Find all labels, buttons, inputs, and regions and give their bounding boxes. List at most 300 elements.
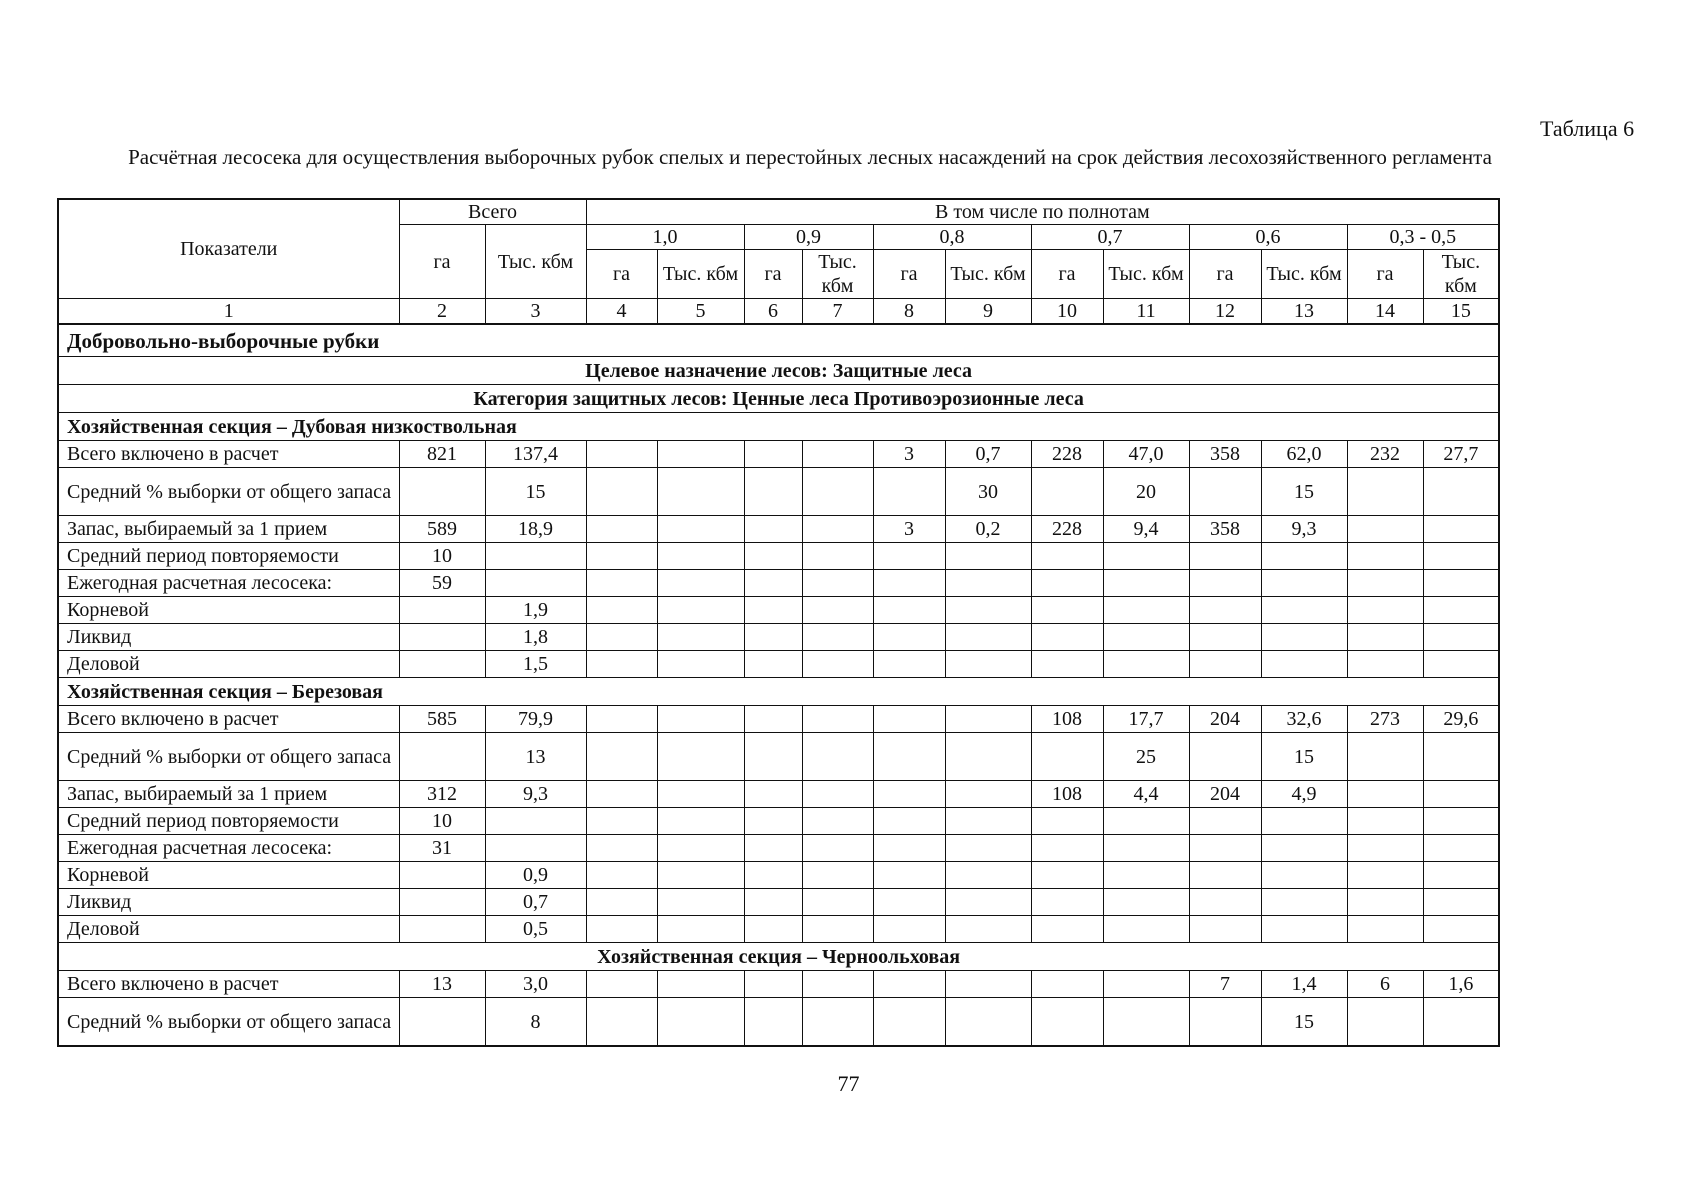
table-cell [586, 733, 657, 781]
table-cell [1103, 916, 1189, 943]
table-cell [586, 916, 657, 943]
table-cell [1031, 468, 1103, 516]
row-label: Всего включено в расчет [58, 441, 399, 468]
section-row [58, 943, 1499, 971]
table-cell [1423, 597, 1499, 624]
table-cell [657, 781, 744, 808]
table-cell [1189, 543, 1261, 570]
table-cell [744, 651, 802, 678]
table-cell [1261, 651, 1347, 678]
table-cell [1261, 543, 1347, 570]
column-number: 13 [1261, 299, 1347, 325]
table-row [58, 889, 1499, 916]
row-label: Запас, выбираемый за 1 прием [58, 516, 399, 543]
table-cell [1347, 889, 1423, 916]
table-cell: 358 [1189, 441, 1261, 468]
table-cell [657, 516, 744, 543]
table-cell [1347, 543, 1423, 570]
table-cell [657, 706, 744, 733]
table-cell: 108 [1031, 781, 1103, 808]
header-unit-volume: Тыс. кбм [802, 250, 873, 299]
table-cell [1423, 916, 1499, 943]
table-cell [657, 441, 744, 468]
row-label: Деловой [58, 916, 399, 943]
column-number: 2 [399, 299, 485, 325]
table-cell: 59 [399, 570, 485, 597]
table-cell [1423, 781, 1499, 808]
table-row [58, 706, 1499, 733]
table-cell [873, 781, 945, 808]
table-cell [399, 468, 485, 516]
section-row [58, 385, 1499, 413]
table-cell [1347, 998, 1423, 1047]
table-cell: 32,6 [1261, 706, 1347, 733]
table-cell [1347, 516, 1423, 543]
table-cell [945, 570, 1031, 597]
row-label: Запас, выбираемый за 1 прием [58, 781, 399, 808]
table-cell [744, 971, 802, 998]
table-cell: 20 [1103, 468, 1189, 516]
table-cell: 47,0 [1103, 441, 1189, 468]
table-cell [802, 916, 873, 943]
table-cell [1261, 835, 1347, 862]
row-label: Ежегодная расчетная лесосека: [58, 835, 399, 862]
column-number: 10 [1031, 299, 1103, 325]
table-cell [1189, 889, 1261, 916]
table-cell [657, 543, 744, 570]
table-row [58, 808, 1499, 835]
table-cell [586, 862, 657, 889]
table-cell [1347, 808, 1423, 835]
section-row [58, 324, 1499, 357]
section-heading: Целевое назначение лесов: Защитные леса [58, 357, 1499, 385]
table-cell: 15 [1261, 998, 1347, 1047]
table-cell [802, 706, 873, 733]
header-indicators: Показатели [58, 199, 399, 299]
table-cell [744, 998, 802, 1047]
table-cell [657, 624, 744, 651]
table-cell [1261, 862, 1347, 889]
cutting-area-table [57, 198, 1500, 1047]
table-cell: 589 [399, 516, 485, 543]
table-cell [1423, 835, 1499, 862]
header-by-density: В том числе по полнотам [586, 199, 1499, 225]
header-density-0-9: 0,9 [744, 225, 873, 250]
table-cell: 137,4 [485, 441, 586, 468]
row-label: Ежегодная расчетная лесосека: [58, 570, 399, 597]
section-row [58, 678, 1499, 706]
table-body [58, 324, 1499, 1046]
table-cell [744, 706, 802, 733]
table-row [58, 597, 1499, 624]
table-cell [1189, 808, 1261, 835]
table-row [58, 441, 1499, 468]
table-cell [744, 468, 802, 516]
table-cell: 1,8 [485, 624, 586, 651]
header-density-0-8: 0,8 [873, 225, 1031, 250]
table-cell: 29,6 [1423, 706, 1499, 733]
column-number: 5 [657, 299, 744, 325]
table-cell: 15 [485, 468, 586, 516]
row-label: Корневой [58, 862, 399, 889]
table-cell [1347, 597, 1423, 624]
table-cell [744, 543, 802, 570]
table-cell [1103, 808, 1189, 835]
table-cell [1261, 570, 1347, 597]
table-cell [586, 706, 657, 733]
table-row [58, 835, 1499, 862]
column-numbers-row [58, 299, 1499, 325]
table-cell: 13 [399, 971, 485, 998]
table-cell [586, 808, 657, 835]
table-cell [802, 808, 873, 835]
table-cell [657, 733, 744, 781]
table-cell [802, 441, 873, 468]
table-cell [485, 543, 586, 570]
table-row [58, 998, 1499, 1047]
table-cell: 0,5 [485, 916, 586, 943]
header-unit-volume: Тыс. кбм [1103, 250, 1189, 299]
header-total: Всего [399, 199, 586, 225]
table-cell [1347, 624, 1423, 651]
table-cell [1031, 543, 1103, 570]
table-cell [1423, 516, 1499, 543]
section-heading: Хозяйственная секция – Дубовая низкоствольная [58, 413, 1499, 441]
table-cell [1261, 597, 1347, 624]
table-cell [1347, 468, 1423, 516]
header-unit-volume: Тыс. кбм [945, 250, 1031, 299]
table-cell [802, 624, 873, 651]
table-cell: 0,2 [945, 516, 1031, 543]
table-cell: 0,7 [485, 889, 586, 916]
row-label: Средний % выборки от общего запаса [58, 998, 399, 1047]
table-row [58, 862, 1499, 889]
table-cell [873, 570, 945, 597]
table-cell [1103, 889, 1189, 916]
table-cell [744, 570, 802, 597]
table-row [58, 733, 1499, 781]
table-cell [945, 808, 1031, 835]
table-cell: 7 [1189, 971, 1261, 998]
table-cell [657, 570, 744, 597]
header-density-0-7: 0,7 [1031, 225, 1189, 250]
table-cell: 3 [873, 441, 945, 468]
header-unit-volume: Тыс. кбм [1261, 250, 1347, 299]
table-cell: 62,0 [1261, 441, 1347, 468]
table-cell: 232 [1347, 441, 1423, 468]
table-cell [1423, 998, 1499, 1047]
table-cell [586, 971, 657, 998]
table-cell: 273 [1347, 706, 1423, 733]
table-cell [802, 889, 873, 916]
table-cell [1189, 998, 1261, 1047]
table-cell [873, 468, 945, 516]
table-cell [873, 916, 945, 943]
table-cell [1189, 862, 1261, 889]
table-cell [399, 862, 485, 889]
table-cell [657, 808, 744, 835]
table-cell [657, 862, 744, 889]
table-cell [1189, 916, 1261, 943]
table-cell [1189, 624, 1261, 651]
table-cell [1423, 808, 1499, 835]
table-cell: 18,9 [485, 516, 586, 543]
table-cell [945, 781, 1031, 808]
table-cell [802, 651, 873, 678]
table-cell [744, 441, 802, 468]
table-row [58, 570, 1499, 597]
column-number: 9 [945, 299, 1031, 325]
table-cell [1189, 835, 1261, 862]
table-cell [485, 570, 586, 597]
header-total-volume: Тыс. кбм [485, 225, 586, 299]
table-cell [873, 543, 945, 570]
table-cell [945, 971, 1031, 998]
table-cell [657, 468, 744, 516]
table-cell [399, 998, 485, 1047]
table-cell [586, 624, 657, 651]
table-cell [1031, 971, 1103, 998]
table-cell [1103, 835, 1189, 862]
table-cell [1103, 862, 1189, 889]
table-cell [744, 835, 802, 862]
table-cell [802, 468, 873, 516]
table-cell [873, 624, 945, 651]
table-cell [1031, 862, 1103, 889]
table-cell [802, 862, 873, 889]
table-cell [873, 706, 945, 733]
table-cell [744, 597, 802, 624]
column-number: 3 [485, 299, 586, 325]
table-cell [1423, 468, 1499, 516]
table-cell [802, 835, 873, 862]
table-cell [1103, 998, 1189, 1047]
section-heading: Категория защитных лесов: Ценные леса Противоэрозионные леса [58, 385, 1499, 413]
table-cell: 9,4 [1103, 516, 1189, 543]
table-cell [485, 808, 586, 835]
table-cell: 204 [1189, 781, 1261, 808]
table-cell [873, 862, 945, 889]
table-cell [744, 889, 802, 916]
table-cell: 30 [945, 468, 1031, 516]
row-label: Всего включено в расчет [58, 706, 399, 733]
table-cell [873, 889, 945, 916]
header-unit-ha: га [744, 250, 802, 299]
document-title: Расчётная лесосека для осуществления выборочных рубок спелых и перестойных лесных насаждений на срок действия лесохозяйственного регламента [128, 145, 1492, 169]
table-cell [802, 733, 873, 781]
table-cell [399, 733, 485, 781]
table-cell [485, 835, 586, 862]
table-cell [744, 781, 802, 808]
table-cell [657, 998, 744, 1047]
table-cell [657, 597, 744, 624]
column-number: 4 [586, 299, 657, 325]
row-label: Всего включено в расчет [58, 971, 399, 998]
table-cell [1031, 889, 1103, 916]
table-cell [586, 651, 657, 678]
column-number: 11 [1103, 299, 1189, 325]
table-cell [873, 597, 945, 624]
table-cell [1423, 651, 1499, 678]
column-number: 8 [873, 299, 945, 325]
table-row [58, 543, 1499, 570]
table-cell [586, 597, 657, 624]
table-row [58, 516, 1499, 543]
table-cell [744, 808, 802, 835]
table-cell [1423, 624, 1499, 651]
table-cell [744, 916, 802, 943]
table-cell [744, 516, 802, 543]
header-unit-volume: Тыс. кбм [1423, 250, 1499, 299]
table-cell [1423, 862, 1499, 889]
table-cell [802, 998, 873, 1047]
row-label: Корневой [58, 597, 399, 624]
table-cell [1347, 733, 1423, 781]
table-cell: 1,4 [1261, 971, 1347, 998]
header-unit-ha: га [586, 250, 657, 299]
table-cell [873, 971, 945, 998]
table-cell: 228 [1031, 441, 1103, 468]
table-cell [802, 543, 873, 570]
table-cell [1031, 570, 1103, 597]
table-cell [1423, 889, 1499, 916]
table-cell [399, 624, 485, 651]
table-cell [1031, 733, 1103, 781]
table-cell: 27,7 [1423, 441, 1499, 468]
table-cell [1189, 570, 1261, 597]
table-row [58, 971, 1499, 998]
table-cell [1031, 651, 1103, 678]
table-cell [744, 624, 802, 651]
table-cell [586, 468, 657, 516]
table-cell [1031, 597, 1103, 624]
table-row [58, 468, 1499, 516]
column-number: 1 [58, 299, 399, 325]
table-cell [657, 971, 744, 998]
header-unit-ha: га [873, 250, 945, 299]
header-unit-volume: Тыс. кбм [657, 250, 744, 299]
table-cell: 0,9 [485, 862, 586, 889]
table-cell [873, 808, 945, 835]
table-cell [1347, 835, 1423, 862]
table-cell: 585 [399, 706, 485, 733]
page-number: 77 [837, 1071, 860, 1096]
header-density-1-0: 1,0 [586, 225, 744, 250]
table-cell: 3 [873, 516, 945, 543]
column-number: 15 [1423, 299, 1499, 325]
table-cell: 1,6 [1423, 971, 1499, 998]
table-cell [399, 651, 485, 678]
table-cell [1423, 570, 1499, 597]
row-label: Средний период повторяемости [58, 543, 399, 570]
table-cell [1103, 971, 1189, 998]
table-cell [945, 651, 1031, 678]
table-cell: 4,4 [1103, 781, 1189, 808]
cutting-area-table-container [57, 198, 1500, 1047]
table-cell: 10 [399, 808, 485, 835]
table-cell [945, 998, 1031, 1047]
table-cell [399, 597, 485, 624]
table-cell: 31 [399, 835, 485, 862]
header-total-ha: га [399, 225, 485, 299]
table-row [58, 916, 1499, 943]
table-cell [657, 835, 744, 862]
table-cell [945, 543, 1031, 570]
table-cell [586, 889, 657, 916]
row-label: Деловой [58, 651, 399, 678]
table-cell [1347, 570, 1423, 597]
table-row [58, 624, 1499, 651]
table-cell [586, 441, 657, 468]
table-cell [945, 889, 1031, 916]
table-cell [802, 781, 873, 808]
table-cell: 79,9 [485, 706, 586, 733]
table-cell [657, 889, 744, 916]
table-cell: 0,7 [945, 441, 1031, 468]
table-cell: 1,5 [485, 651, 586, 678]
column-number: 12 [1189, 299, 1261, 325]
row-label: Ликвид [58, 889, 399, 916]
table-cell [399, 916, 485, 943]
table-cell [399, 889, 485, 916]
table-cell [1347, 916, 1423, 943]
header-unit-ha: га [1031, 250, 1103, 299]
table-cell [1423, 733, 1499, 781]
table-cell: 15 [1261, 733, 1347, 781]
table-cell [1347, 651, 1423, 678]
table-row [58, 651, 1499, 678]
section-heading: Добровольно-выборочные рубки [58, 324, 1499, 357]
table-cell [802, 971, 873, 998]
table-cell: 821 [399, 441, 485, 468]
table-cell [1347, 781, 1423, 808]
table-cell [945, 624, 1031, 651]
table-cell: 358 [1189, 516, 1261, 543]
table-cell [1103, 651, 1189, 678]
header-unit-ha: га [1189, 250, 1261, 299]
table-cell: 10 [399, 543, 485, 570]
table-cell [1031, 808, 1103, 835]
table-cell [945, 733, 1031, 781]
section-row [58, 357, 1499, 385]
column-number: 6 [744, 299, 802, 325]
table-cell: 9,3 [485, 781, 586, 808]
table-cell [586, 570, 657, 597]
table-cell [1189, 597, 1261, 624]
table-cell [802, 570, 873, 597]
table-cell [586, 543, 657, 570]
table-cell [873, 835, 945, 862]
table-cell: 3,0 [485, 971, 586, 998]
table-cell [1103, 570, 1189, 597]
table-cell: 15 [1261, 468, 1347, 516]
table-row [58, 781, 1499, 808]
table-cell [945, 597, 1031, 624]
table-cell [873, 733, 945, 781]
table-cell [1347, 862, 1423, 889]
table-number: Таблица 6 [1540, 116, 1635, 141]
table-cell [657, 916, 744, 943]
table-cell: 204 [1189, 706, 1261, 733]
table-cell [586, 781, 657, 808]
table-cell [802, 597, 873, 624]
table-cell [1031, 835, 1103, 862]
table-cell [1031, 624, 1103, 651]
table-cell: 13 [485, 733, 586, 781]
table-cell [657, 651, 744, 678]
table-cell [1261, 916, 1347, 943]
column-number: 14 [1347, 299, 1423, 325]
